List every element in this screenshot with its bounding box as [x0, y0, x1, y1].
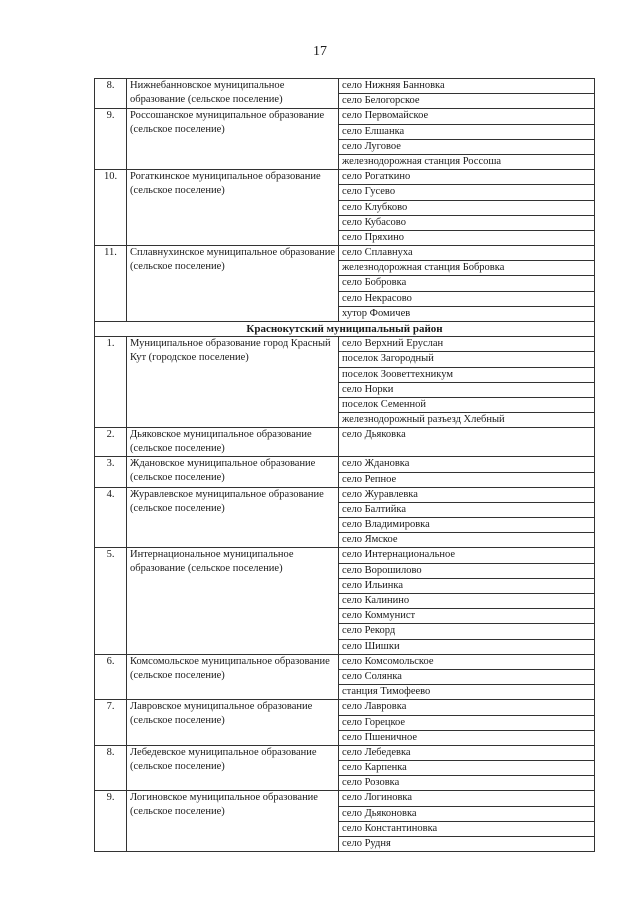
settlement-name: село Солянка — [339, 669, 595, 684]
municipality-name: Муниципальное образование город Красный Кут (городское поселение) — [127, 337, 339, 428]
settlement-name: село Ямское — [339, 533, 595, 548]
table-row — [95, 428, 595, 457]
settlement-name: село Кубасово — [339, 215, 595, 230]
settlement-name: село Коммунист — [339, 609, 595, 624]
row-number: 2. — [95, 428, 127, 457]
settlement-name: село Луговое — [339, 139, 595, 154]
settlement-name: село Журавлевка — [339, 487, 595, 502]
settlement-name: село Некрасово — [339, 291, 595, 306]
table-row — [95, 79, 595, 94]
municipality-name: Интернациональное муниципальное образование (сельское поселение) — [127, 548, 339, 654]
settlement-name: село Логиновка — [339, 791, 595, 806]
settlement-name: железнодорожная станция Россоша — [339, 154, 595, 169]
settlement-name: поселок Зооветтехникум — [339, 367, 595, 382]
district-header: Краснокутский муниципальный район — [95, 322, 595, 337]
settlement-name: село Карпенка — [339, 761, 595, 776]
settlement-name: село Розовка — [339, 776, 595, 791]
row-number: 3. — [95, 457, 127, 487]
settlement-name: село Ворошилово — [339, 563, 595, 578]
settlement-name: село Лавровка — [339, 700, 595, 715]
settlement-name: железнодорожная станция Бобровка — [339, 261, 595, 276]
row-number: 6. — [95, 654, 127, 700]
settlement-name: село Балтийка — [339, 502, 595, 517]
municipality-name: Журавлевское муниципальное образование (сельское поселение) — [127, 487, 339, 548]
municipality-name: Комсомольское муниципальное образование (сельское поселение) — [127, 654, 339, 700]
settlement-name: хутор Фомичев — [339, 306, 595, 321]
settlement-name: село Гусево — [339, 185, 595, 200]
settlement-name: село Рудня — [339, 837, 595, 852]
settlement-name: село Елшанка — [339, 124, 595, 139]
row-number: 5. — [95, 548, 127, 654]
row-number: 4. — [95, 487, 127, 548]
settlement-name: село Белогорское — [339, 94, 595, 109]
settlement-name: село Бобровка — [339, 276, 595, 291]
settlement-name: село Репное — [339, 472, 595, 487]
settlement-name: село Норки — [339, 382, 595, 397]
settlement-name: село Комсомольское — [339, 654, 595, 669]
table-row — [95, 791, 595, 806]
district-row — [95, 322, 595, 337]
municipality-name: Сплавнухинское муниципальное образование (сельское поселение) — [127, 246, 339, 322]
settlement-name: поселок Загородный — [339, 352, 595, 367]
row-number: 7. — [95, 700, 127, 746]
municipality-name: Россошанское муниципальное образование (сельское поселение) — [127, 109, 339, 170]
settlement-name: село Первомайское — [339, 109, 595, 124]
row-number: 11. — [95, 246, 127, 322]
settlement-name: село Калинино — [339, 594, 595, 609]
settlement-name: село Пряхино — [339, 230, 595, 245]
table-row — [95, 654, 595, 669]
municipality-name: Ждановское муниципальное образование (сельское поселение) — [127, 457, 339, 487]
settlement-name: село Константиновка — [339, 821, 595, 836]
settlement-name: село Горецкое — [339, 715, 595, 730]
table-row — [95, 548, 595, 563]
table-row — [95, 337, 595, 352]
settlement-name: село Шишки — [339, 639, 595, 654]
table-row — [95, 109, 595, 124]
table-row — [95, 457, 595, 472]
settlement-name: село Рогаткино — [339, 170, 595, 185]
table-row — [95, 246, 595, 261]
table-row — [95, 487, 595, 502]
settlement-name: село Клубково — [339, 200, 595, 215]
row-number: 8. — [95, 745, 127, 791]
municipality-name: Дьяковское муниципальное образование (сельское поселение) — [127, 428, 339, 457]
municipality-name: Лебедевское муниципальное образование (сельское поселение) — [127, 745, 339, 791]
settlement-name: село Ждановка — [339, 457, 595, 472]
settlement-name: село Дьяконовка — [339, 806, 595, 821]
row-number: 9. — [95, 791, 127, 852]
settlement-name: село Нижняя Банновка — [339, 79, 595, 94]
table-row — [95, 745, 595, 760]
settlement-name: село Лебедевка — [339, 745, 595, 760]
page-number: 17 — [313, 44, 327, 59]
settlement-name: село Верхний Еруслан — [339, 337, 595, 352]
municipality-name: Логиновское муниципальное образование (сельское поселение) — [127, 791, 339, 852]
row-number: 10. — [95, 170, 127, 246]
row-number: 9. — [95, 109, 127, 170]
settlement-name: село Владимировка — [339, 518, 595, 533]
settlement-name: поселок Семенной — [339, 397, 595, 412]
settlement-name: село Интернациональное — [339, 548, 595, 563]
row-number: 1. — [95, 337, 127, 428]
settlement-name: село Сплавнуха — [339, 246, 595, 261]
table-row — [95, 170, 595, 185]
settlement-name: станция Тимофеево — [339, 685, 595, 700]
table-row — [95, 700, 595, 715]
municipality-name: Нижнебанновское муниципальное образование (сельское поселение) — [127, 79, 339, 109]
settlement-table — [94, 78, 595, 852]
settlement-name: село Пшеничное — [339, 730, 595, 745]
settlement-name: село Ильинка — [339, 578, 595, 593]
row-number: 8. — [95, 79, 127, 109]
municipality-name: Рогаткинское муниципальное образование (сельское поселение) — [127, 170, 339, 246]
settlement-name: село Рекорд — [339, 624, 595, 639]
settlement-name: железнодорожный разъезд Хлебный — [339, 413, 595, 428]
settlement-name: село Дьяковка — [339, 428, 595, 457]
municipality-name: Лавровское муниципальное образование (сельское поселение) — [127, 700, 339, 746]
